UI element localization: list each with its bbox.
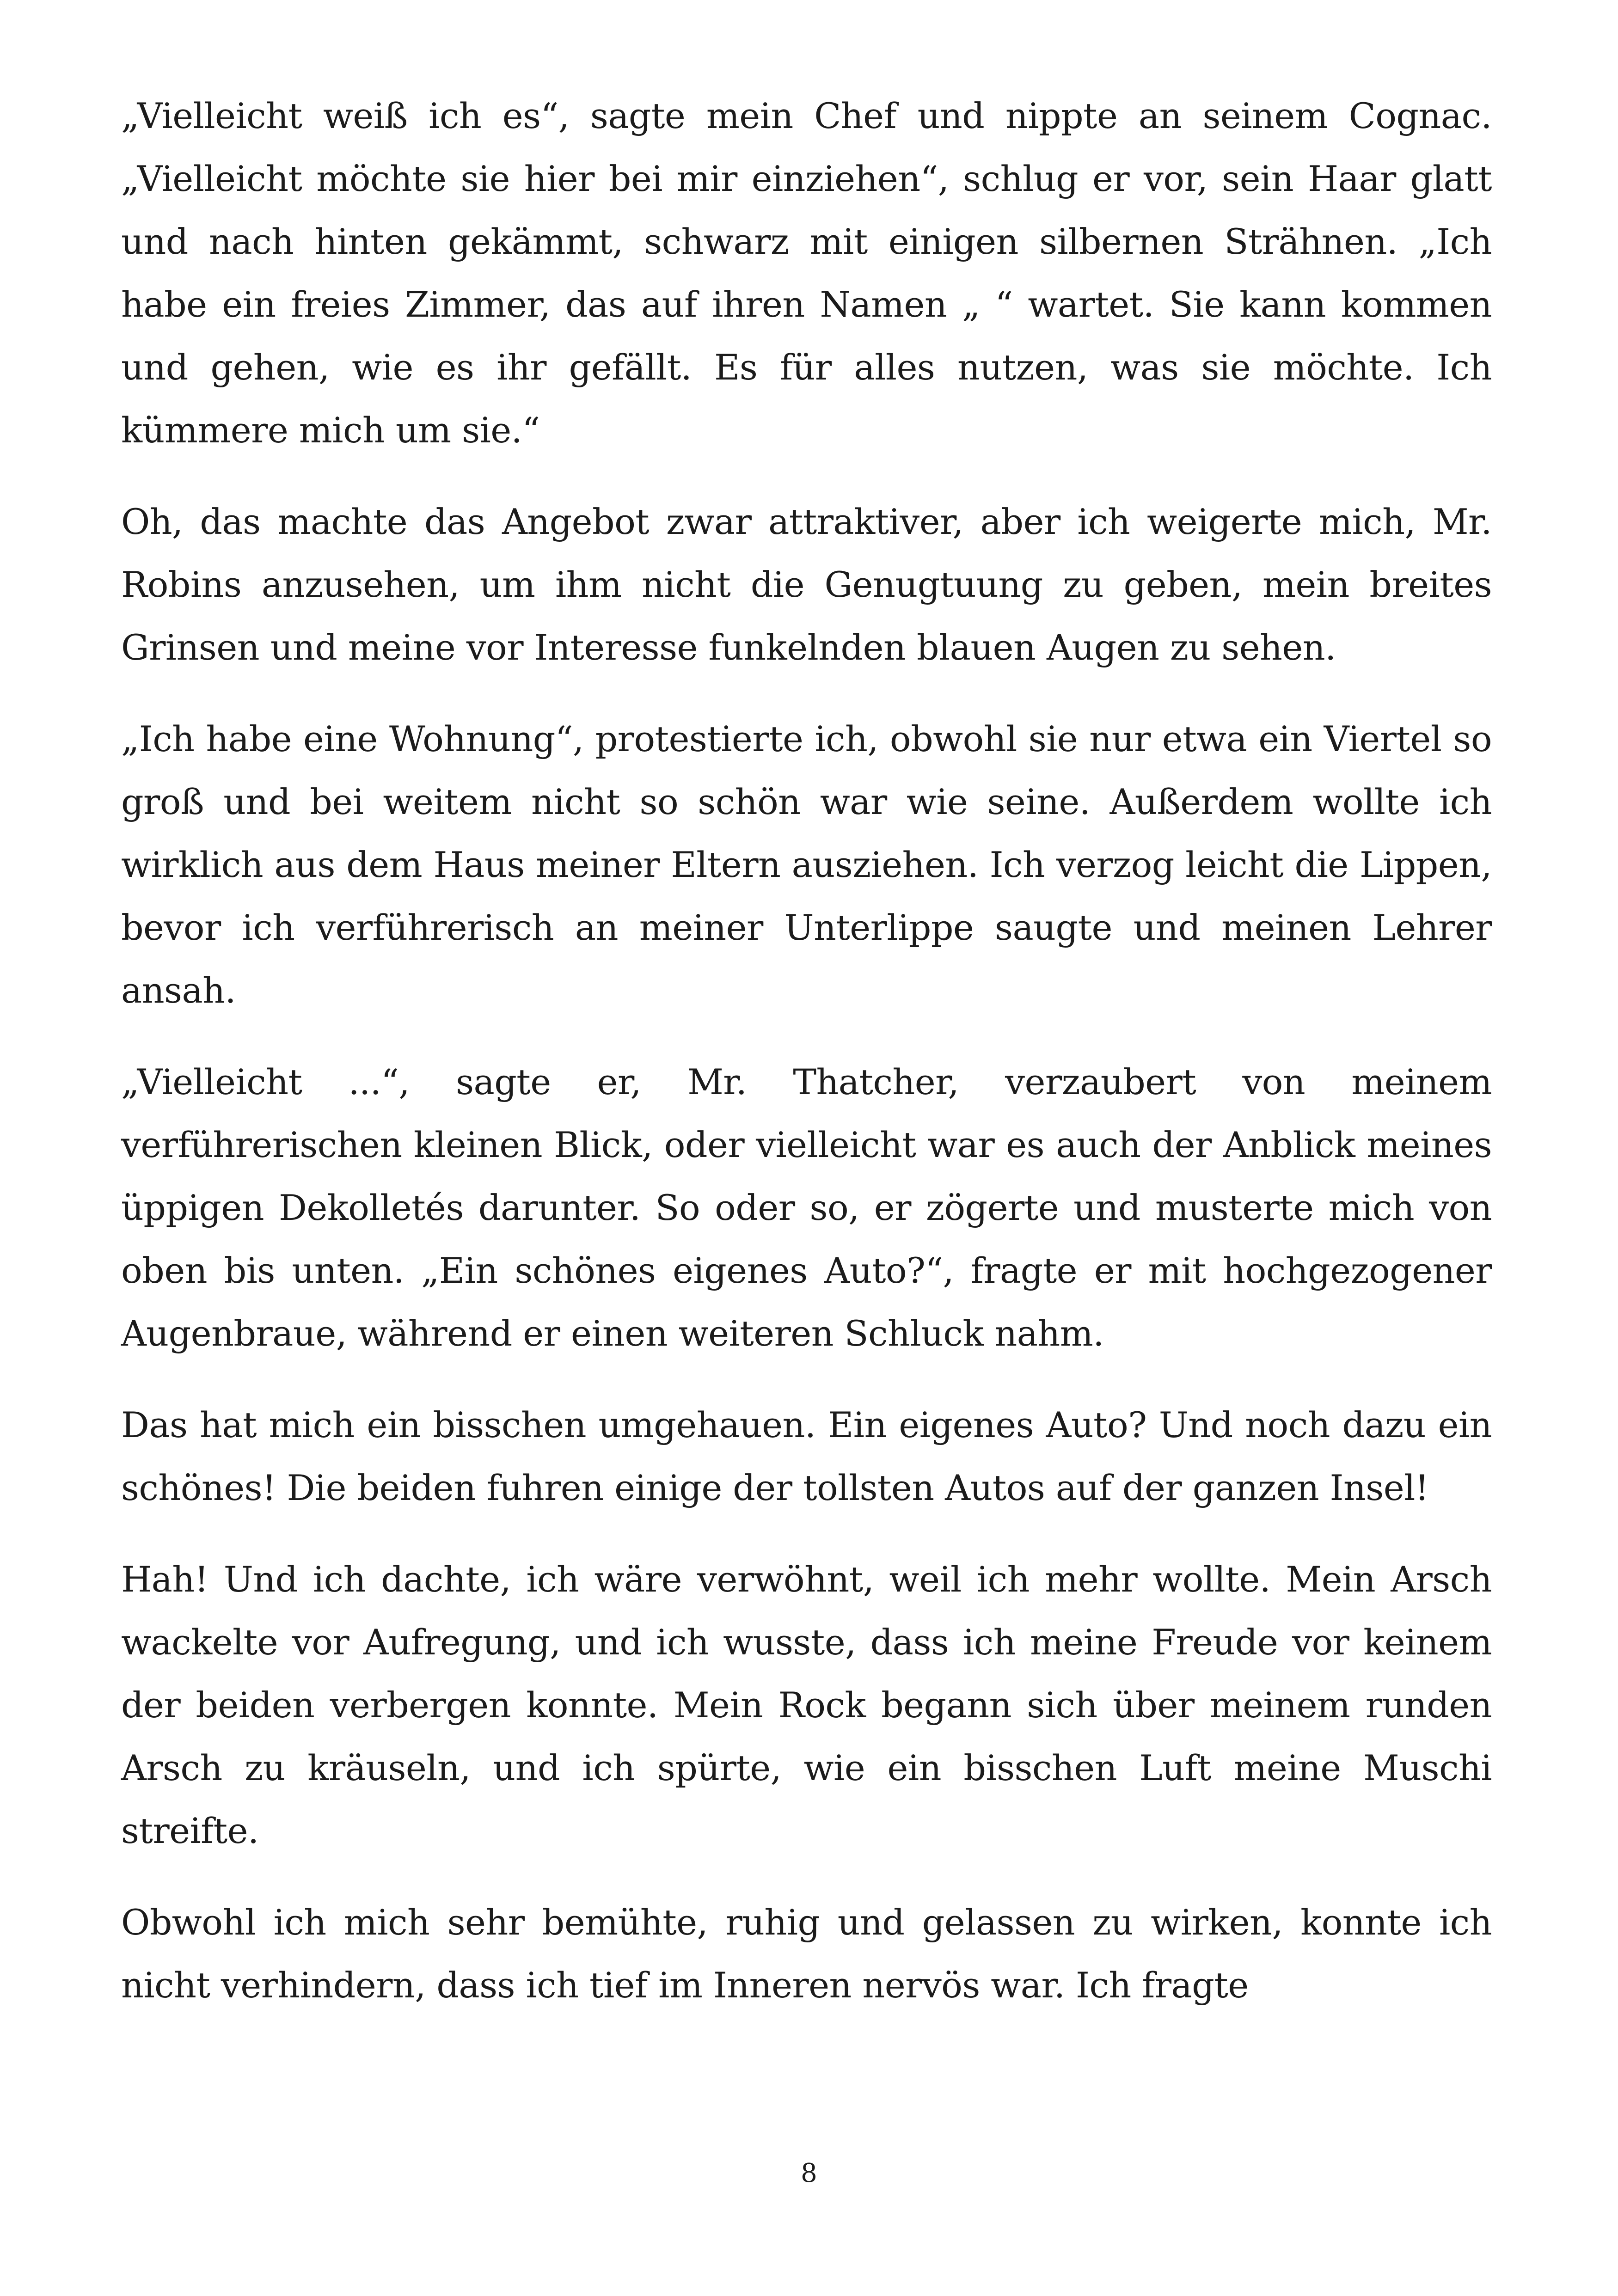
body-text [121, 85, 1492, 2017]
paragraph: Das hat mich ein bisschen umgehauen. Ein eigenes Auto? Und noch dazu ein schönes! Die beiden fuhren einige der tollsten Autos auf der ganzen Insel! [121, 1404, 1492, 1508]
paragraph: Oh, das machte das Angebot zwar attraktiver, aber ich weigerte mich, Mr. Robins anzusehen, um ihm nicht die Genugtuung zu geben, mein breites Grinsen und meine vor Interesse funkelnden blauen Augen zu sehen. [121, 501, 1492, 668]
paragraph: „Vielleicht weiß ich es“, sagte mein Chef und nippte an seinem Cognac. „Vielleicht möchte sie hier bei mir einziehen“, schlug er vor, sein Haar glatt und nach hinten gekämmt, schwarz mit einigen silbernen Strähnen. „Ich habe ein freies Zimmer, das auf ihren Namen „ “ wartet. Sie kann kommen und gehen, wie es ihr gefällt. Es für alles nutzen, was sie möchte. Ich kümmere mich um sie.“ [121, 95, 1492, 451]
page-number: 8 [801, 2158, 817, 2188]
paragraph: Hah! Und ich dachte, ich wäre verwöhnt, weil ich mehr wollte. Mein Arsch wackelte vor Aufregung, und ich wusste, dass ich meine Freude vor keinem der beiden verbergen konnte. Mein Rock begann sich über meinem runden Arsch zu kräuseln, und ich spürte, wie ein bisschen Luft meine Muschi streifte. [121, 1559, 1492, 1851]
paragraph: „Ich habe eine Wohnung“, protestierte ich, obwohl sie nur etwa ein Viertel so groß und bei weitem nicht so schön war wie seine. Außerdem wollte ich wirklich aus dem Haus meiner Eltern ausziehen. Ich verzog leicht die Lippen, bevor ich verführerisch an meiner Unterlippe saugte und meinen Lehrer ansah. [121, 718, 1492, 1011]
paragraph: „Vielleicht ...“, sagte er, Mr. Thatcher, verzaubert von meinem verführerischen kleinen Blick, oder vielleicht war es auch der Anblick meines üppigen Dekolletés darunter. So oder so, er zögerte und musterte mich von oben bis unten. „Ein schönes eigenes Auto?“, fragte er mit hochgezogener Augenbraue, während er einen weiteren Schluck nahm. [121, 1061, 1492, 1354]
paragraph: Obwohl ich mich sehr bemühte, ruhig und gelassen zu wirken, konnte ich nicht verhindern, dass ich tief im Inneren nervös war. Ich fragte [121, 1902, 1492, 2006]
